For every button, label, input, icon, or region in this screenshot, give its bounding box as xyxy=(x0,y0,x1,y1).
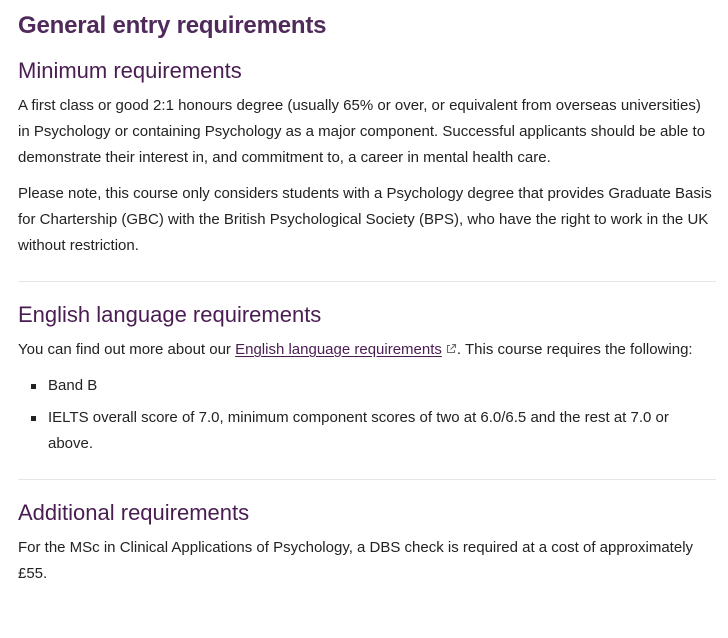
english-language-heading: English language requirements xyxy=(18,302,322,327)
list-item xyxy=(18,373,716,399)
section-divider xyxy=(18,479,716,480)
english-intro-after: . This course requires the following: xyxy=(456,341,693,358)
english-requirements-list xyxy=(18,373,716,457)
english-language-intro xyxy=(18,337,716,363)
list-item-text: Band B xyxy=(48,377,98,394)
english-intro-before: You can find out more about our xyxy=(18,341,236,358)
minimum-requirements-heading: Minimum requirements xyxy=(18,58,242,83)
english-language-requirements-link[interactable]: English language requirements xyxy=(235,341,442,358)
minimum-requirements-paragraph-2: Please note, this course only considers students with a Psychology degree that provides Graduate Basis for Chartership (GBC) with the British Psychological Society (BPS), who have the right to work in the UK without restriction. xyxy=(18,185,712,254)
list-item-text: IELTS overall score of 7.0, minimum component scores of two at 6.0/6.5 and the rest at 7.0 or above. xyxy=(48,409,669,452)
bullet-icon xyxy=(31,416,36,421)
section-divider xyxy=(18,281,716,282)
page-title: General entry requirements xyxy=(18,12,327,39)
bullet-icon xyxy=(31,384,36,389)
external-link-icon[interactable] xyxy=(445,343,457,355)
additional-requirements-paragraph: For the MSc in Clinical Applications of Psychology, a DBS check is required at a cost of approximately £55. xyxy=(18,539,694,582)
additional-requirements-heading: Additional requirements xyxy=(18,500,250,525)
minimum-requirements-paragraph-1: A first class or good 2:1 honours degree (usually 65% or over, or equivalent from overseas universities) in Psychology or containing Psychology as a major component. Successful applicants should be able to demonstrate their interest in, and commitment to, a career in mental health care. xyxy=(18,97,706,166)
list-item xyxy=(18,405,716,457)
